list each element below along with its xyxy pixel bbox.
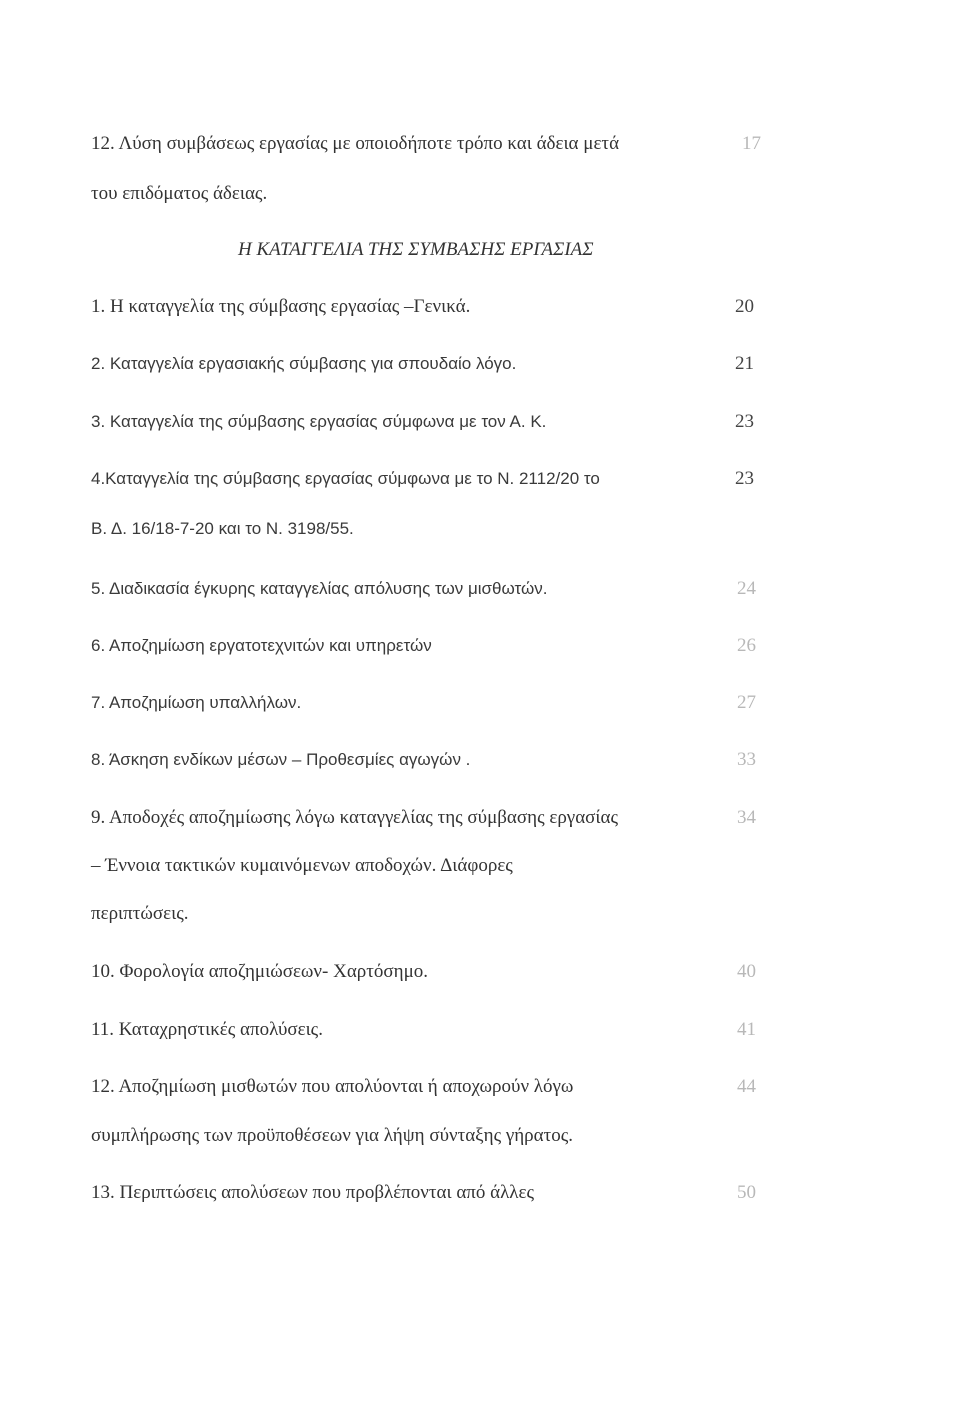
toc-page-number-6: 26 <box>737 635 756 656</box>
toc-entry-10: 10. Φορολογία αποζημιώσεων- Χαρτόσημο. <box>91 961 429 982</box>
toc-entry-9-line2: – Έννοια τακτικών κυμαινόμενων αποδοχών. Διάφορες <box>91 855 513 876</box>
toc-entry-5: 5. Διαδικασία έγκυρης καταγγελίας απόλυσης των μισθωτών. <box>91 579 548 598</box>
toc-page-number-12b: 44 <box>737 1076 756 1097</box>
toc-page-number-9: 34 <box>737 807 756 828</box>
toc-page-number-13: 50 <box>737 1182 756 1203</box>
toc-entry-12-line2: του επιδόματος άδειας. <box>91 183 268 204</box>
toc-page-number-7: 27 <box>737 692 756 713</box>
toc-page-number-10: 40 <box>737 961 756 982</box>
toc-entry-4-line2: Β. Δ. 16/18-7-20 και το Ν. 3198/55. <box>91 519 354 538</box>
toc-page-number-4: 23 <box>735 468 754 489</box>
toc-entry-12b-line1: 12. Αποζημίωση μισθωτών που απολύονται ή αποχωρούν λόγω <box>91 1076 574 1097</box>
section-heading: Η ΚΑΤΑΓΓΕΛΙΑ ΤΗΣ ΣΥΜΒΑΣΗΣ ΕΡΓΑΣΙΑΣ <box>238 239 594 260</box>
toc-entry-7: 7. Αποζημίωση υπαλλήλων. <box>91 693 302 712</box>
toc-page-number-8: 33 <box>737 749 756 770</box>
toc-entry-11: 11. Καταχρηστικές απολύσεις. <box>91 1019 323 1040</box>
toc-entry-9-line1: 9. Αποδοχές αποζημίωσης λόγω καταγγελίας της σύμβασης εργασίας <box>91 807 618 828</box>
toc-entry-2: 2. Καταγγελία εργασιακής σύμβασης για σπουδαίο λόγο. <box>91 354 517 373</box>
toc-entry-4-line1: 4.Καταγγελία της σύμβασης εργασίας σύμφωνα με το Ν. 2112/20 το <box>91 469 600 488</box>
toc-entry-8: 8. Άσκηση ενδίκων μέσων – Προθεσμίες αγωγών . <box>91 750 471 769</box>
toc-entry-12b-line2: συμπλήρωσης των προϋποθέσεων για λήψη σύνταξης γήρατος. <box>91 1125 574 1146</box>
toc-page-number-2: 21 <box>735 353 754 374</box>
toc-page-number-11: 41 <box>737 1019 756 1040</box>
toc-entry-6: 6. Αποζημίωση εργατοτεχνιτών και υπηρετών <box>91 636 432 655</box>
toc-entry-1: 1. Η καταγγελία της σύμβασης εργασίας –Γενικά. <box>91 296 471 317</box>
toc-page-number-12: 17 <box>742 133 761 154</box>
toc-entry-9-line3: περιπτώσεις. <box>91 903 189 924</box>
toc-page-number-3: 23 <box>735 411 754 432</box>
toc-entry-12-line1: 12. Λύση συμβάσεως εργασίας με οποιοδήποτε τρόπο και άδεια μετά <box>91 133 620 154</box>
toc-entry-13: 13. Περιπτώσεις απολύσεων που προβλέπονται από άλλες <box>91 1182 535 1203</box>
toc-page-number-5: 24 <box>737 578 756 599</box>
toc-page-number-1: 20 <box>735 296 754 317</box>
toc-entry-3: 3. Καταγγελία της σύμβασης εργασίας σύμφωνα με τον Α. Κ. <box>91 412 547 431</box>
